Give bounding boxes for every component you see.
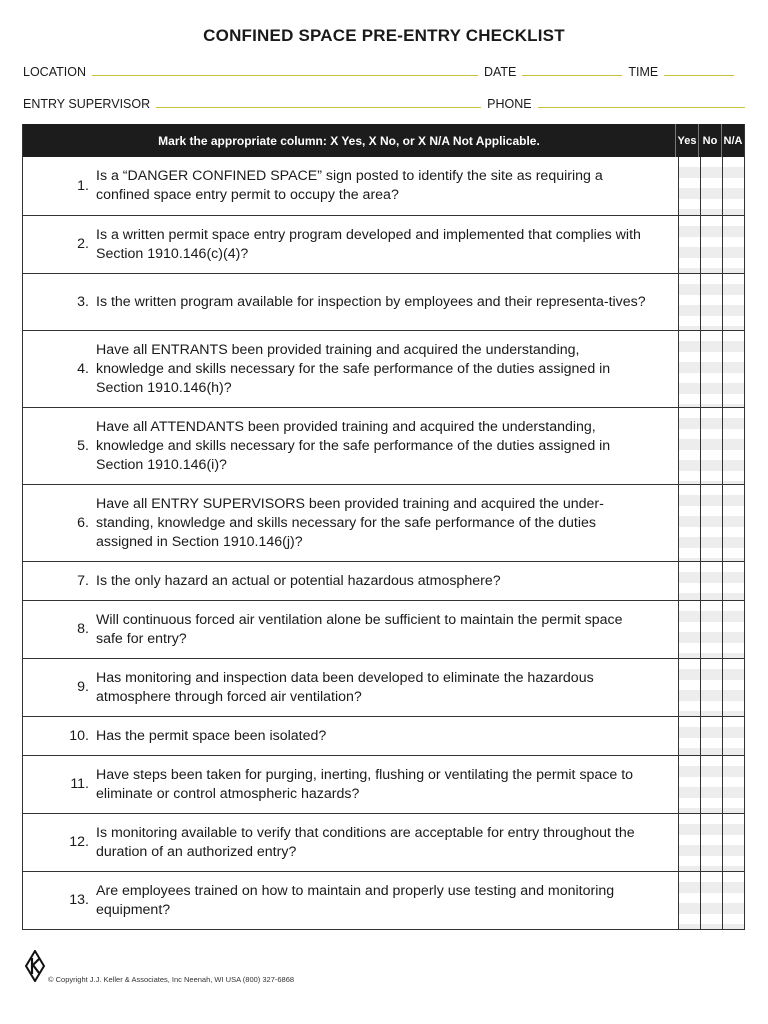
- no-checkbox-cell[interactable]: [700, 562, 722, 600]
- time-field[interactable]: [664, 61, 734, 76]
- no-checkbox-cell[interactable]: [700, 814, 722, 871]
- question-number: 8.: [77, 621, 89, 637]
- no-checkbox-cell[interactable]: [700, 157, 722, 215]
- na-checkbox-cell[interactable]: [722, 659, 744, 716]
- table-row: [23, 484, 744, 561]
- question-text: Has the permit space been isolated?: [96, 727, 327, 744]
- table-row: [23, 215, 744, 273]
- yes-column-header: Yes: [675, 124, 698, 157]
- question: [23, 601, 678, 658]
- yes-checkbox-cell[interactable]: [678, 408, 700, 484]
- time-label: TIME: [628, 65, 659, 79]
- question: [23, 562, 678, 600]
- no-checkbox-cell[interactable]: [700, 485, 722, 561]
- date-label: DATE: [483, 65, 517, 79]
- question-number: 9.: [77, 679, 89, 695]
- question-text: Have steps been taken for purging, inerting, flushing or ventilating the permit space to eliminate or control atmospheric hazards?: [96, 766, 634, 802]
- question-text: Will continuous forced air ventilation alone be sufficient to maintain the permit space safe for entry?: [96, 611, 623, 647]
- jj-keller-logo-icon: [24, 950, 46, 982]
- question-text: Is the only hazard an actual or potential hazardous atmosphere?: [96, 572, 501, 589]
- no-checkbox-cell[interactable]: [700, 659, 722, 716]
- table-row: [23, 561, 744, 600]
- location-date-time-row: [23, 60, 745, 80]
- question-number: 1.: [77, 177, 89, 194]
- question-text: Is a written permit space entry program developed and implemented that complies with Section 1910.146(c)(4)?: [96, 226, 641, 262]
- question: [23, 814, 678, 871]
- yes-checkbox-cell[interactable]: [678, 814, 700, 871]
- na-checkbox-cell[interactable]: [722, 872, 744, 929]
- no-checkbox-cell[interactable]: [700, 601, 722, 658]
- question: [23, 331, 678, 407]
- question: [23, 408, 678, 484]
- question-text: Have all ENTRANTS been provided training and acquired the understanding, knowledge and skills necessary for the safe performance of the duties assigned in Section 1910.146(h)?: [96, 341, 611, 396]
- question: [23, 756, 678, 813]
- no-checkbox-cell[interactable]: [700, 274, 722, 330]
- yes-checkbox-cell[interactable]: [678, 157, 700, 215]
- entry-supervisor-field[interactable]: [156, 93, 481, 108]
- na-checkbox-cell[interactable]: [722, 601, 744, 658]
- yes-checkbox-cell[interactable]: [678, 601, 700, 658]
- yes-checkbox-cell[interactable]: [678, 216, 700, 273]
- phone-field[interactable]: [538, 93, 745, 108]
- page-title: CONFINED SPACE PRE-ENTRY CHECKLIST: [203, 26, 565, 45]
- no-checkbox-cell[interactable]: [700, 756, 722, 813]
- question: [23, 157, 678, 215]
- no-checkbox-cell[interactable]: [700, 408, 722, 484]
- na-checkbox-cell[interactable]: [722, 717, 744, 755]
- table-row: [23, 407, 744, 484]
- table-row: [23, 871, 744, 929]
- supervisor-phone-row: [23, 92, 745, 112]
- yes-checkbox-cell[interactable]: [678, 659, 700, 716]
- date-field[interactable]: [522, 61, 622, 76]
- question-number: 10.: [69, 727, 89, 744]
- yes-checkbox-cell[interactable]: [678, 756, 700, 813]
- instruction-text: Mark the appropriate column: X Yes, X No, or X N/A Not Applicable.: [158, 133, 540, 148]
- question-text: Have all ENTRY SUPERVISORS been provided training and acquired the under-standing, knowledge and skills necessary for the safe performance of the duties assigned in Section 1910.146(j)?: [96, 495, 604, 550]
- no-checkbox-cell[interactable]: [700, 216, 722, 273]
- na-checkbox-cell[interactable]: [722, 331, 744, 407]
- entry-supervisor-label: ENTRY SUPERVISOR: [23, 97, 151, 111]
- table-row: [23, 813, 744, 871]
- question-number: 3.: [77, 293, 89, 310]
- question: [23, 717, 678, 755]
- question-rows: [23, 157, 744, 929]
- na-column-header: N/A: [721, 124, 744, 157]
- na-checkbox-cell[interactable]: [722, 562, 744, 600]
- question-text: Is the written program available for inspection by employees and their representa-tives?: [96, 293, 646, 310]
- question-number: 13.: [69, 892, 89, 908]
- table-row: [23, 600, 744, 658]
- question-text: Have all ATTENDANTS been provided training and acquired the understanding, knowledge and skills necessary for the safe performance of the duties assigned in Section 1910.146(i)?: [96, 418, 611, 473]
- na-checkbox-cell[interactable]: [722, 485, 744, 561]
- table-row: [23, 330, 744, 407]
- question-text: Has monitoring and inspection data been developed to eliminate the hazardous atmosphere through forced air ventilation?: [96, 669, 594, 705]
- copyright-text: © Copyright J.J. Keller & Associates, Inc Neenah, WI USA (800) 327-6868: [48, 975, 295, 984]
- location-field[interactable]: [92, 61, 478, 76]
- yes-checkbox-cell[interactable]: [678, 485, 700, 561]
- checklist-table: [22, 124, 745, 930]
- na-checkbox-cell[interactable]: [722, 274, 744, 330]
- question: [23, 274, 678, 330]
- yes-checkbox-cell[interactable]: [678, 331, 700, 407]
- no-checkbox-cell[interactable]: [700, 872, 722, 929]
- question-text: Are employees trained on how to maintain and properly use testing and monitoring equipment?: [96, 882, 615, 918]
- no-checkbox-cell[interactable]: [700, 717, 722, 755]
- location-label: LOCATION: [23, 65, 86, 79]
- question: [23, 485, 678, 561]
- table-header: [23, 124, 744, 157]
- question: [23, 872, 678, 929]
- na-checkbox-cell[interactable]: [722, 814, 744, 871]
- question-number: 12.: [69, 834, 89, 850]
- na-checkbox-cell[interactable]: [722, 157, 744, 215]
- table-row: [23, 273, 744, 330]
- table-row: [23, 658, 744, 716]
- na-checkbox-cell[interactable]: [722, 756, 744, 813]
- question: [23, 216, 678, 273]
- yes-checkbox-cell[interactable]: [678, 274, 700, 330]
- question-number: 11.: [70, 776, 89, 792]
- table-row: [23, 755, 744, 813]
- no-checkbox-cell[interactable]: [700, 331, 722, 407]
- no-column-header: No: [698, 124, 721, 157]
- yes-checkbox-cell[interactable]: [678, 872, 700, 929]
- question-number: 2.: [77, 236, 89, 252]
- question-number: 4.: [77, 360, 89, 377]
- table-row: [23, 716, 744, 755]
- yes-checkbox-cell[interactable]: [678, 562, 700, 600]
- question: [23, 659, 678, 716]
- question-number: 5.: [77, 437, 89, 454]
- phone-label: PHONE: [487, 97, 532, 111]
- question-number: 6.: [77, 514, 89, 531]
- question-number: 7.: [77, 572, 89, 589]
- table-row: [23, 157, 744, 215]
- na-checkbox-cell[interactable]: [722, 216, 744, 273]
- question-text: Is a “DANGER CONFINED SPACE” sign posted to identify the site as requiring a confined space entry permit to occupy the area?: [96, 168, 603, 203]
- na-checkbox-cell[interactable]: [722, 408, 744, 484]
- question-text: Is monitoring available to verify that conditions are acceptable for entry throughout the duration of an authorized entry?: [96, 824, 635, 860]
- yes-checkbox-cell[interactable]: [678, 717, 700, 755]
